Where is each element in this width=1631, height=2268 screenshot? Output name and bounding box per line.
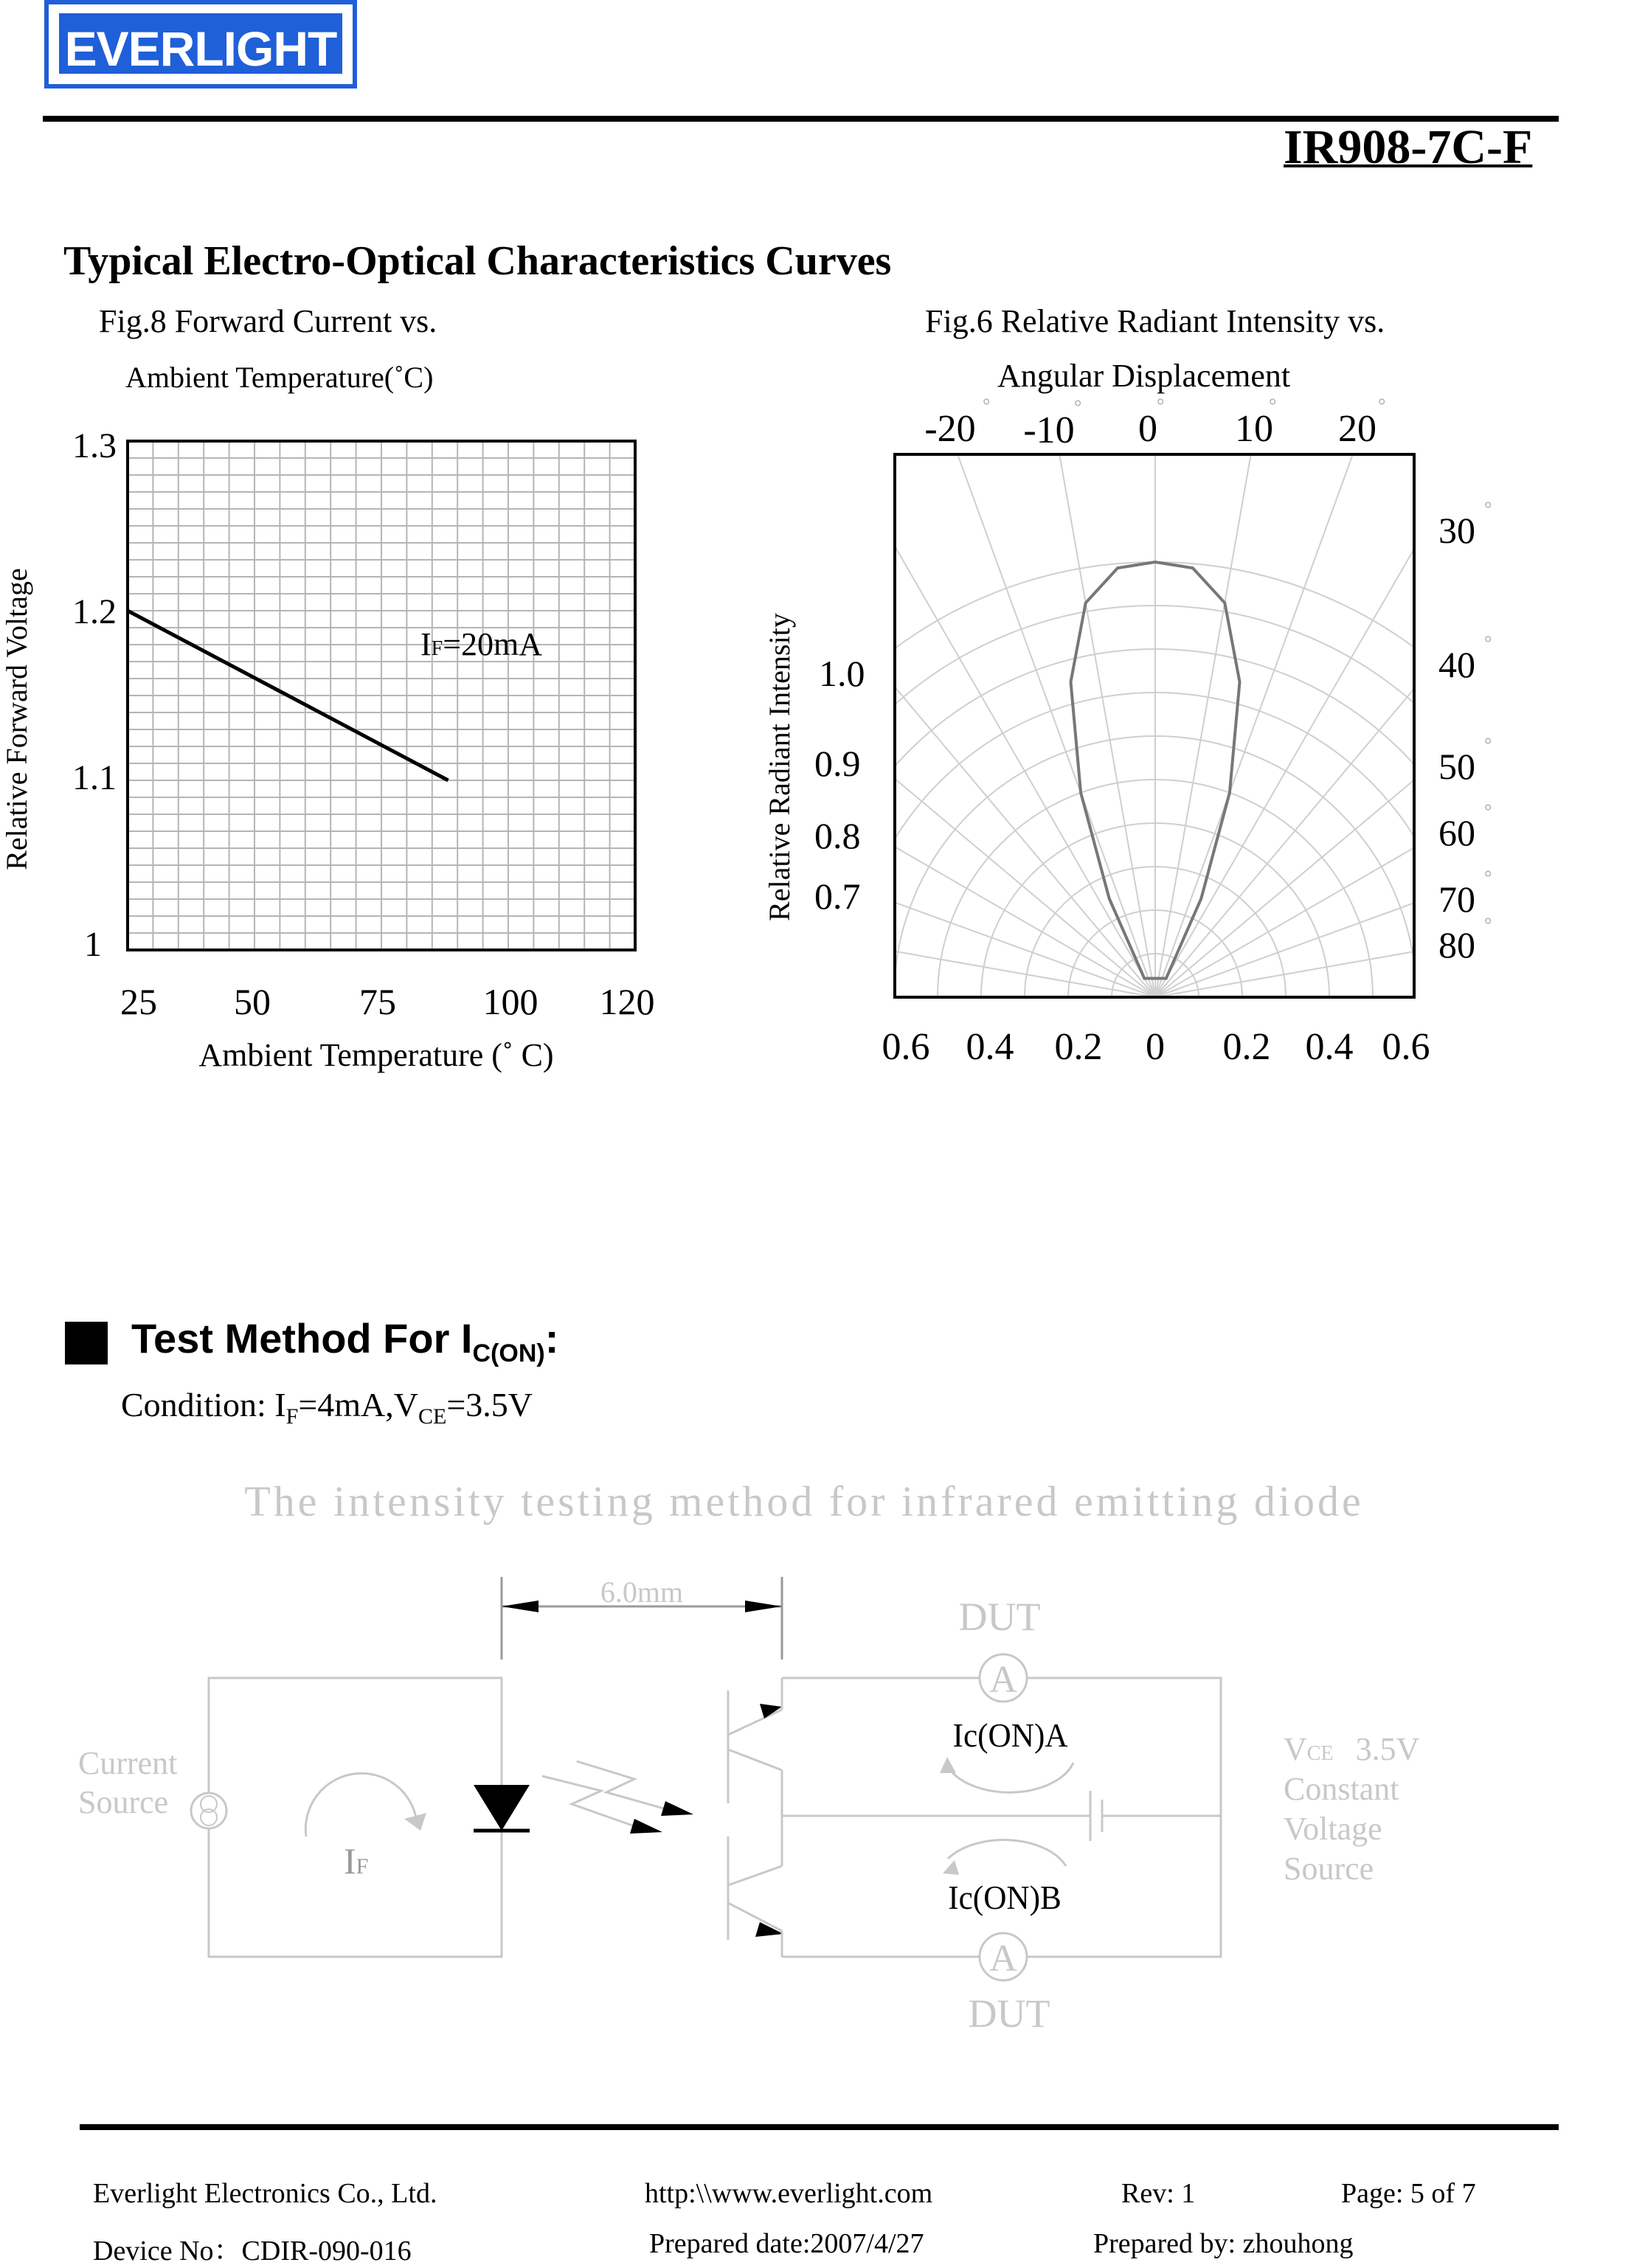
ir-emission-arrow1 (542, 1776, 634, 1826)
current-source-icon (191, 1793, 226, 1828)
fig6-bottom-0.2-left: 0.2 (1054, 1026, 1103, 1068)
fig6-grid-spoke (928, 398, 1155, 997)
fig6-degree-60: ° (1484, 800, 1492, 822)
fig6-angle-80: 80 (1438, 924, 1475, 965)
vce-label-line3: Voltage (1284, 1811, 1382, 1847)
fig6-grid-spoke (1155, 489, 1582, 997)
fig6-angle-50: 50 (1438, 746, 1475, 787)
ir-emission-arrow2 (577, 1761, 664, 1808)
ir-emission-arrowhead2 (661, 1801, 693, 1816)
ic-on-b-label: Ic(ON)B (948, 1878, 1062, 1917)
fig6-grid-spoke (1155, 570, 1623, 997)
fig6-degree-minus10: ° (1074, 398, 1082, 417)
ammeter-bottom-label: A (989, 1938, 1017, 1980)
fig6-grid-spoke (738, 882, 1155, 997)
vce-label-line2: Constant (1284, 1771, 1399, 1807)
current-source-label-line1: Current (78, 1745, 178, 1781)
section-title: Typical Electro-Optical Characteristics Curves (63, 238, 892, 284)
everlight-logo (44, 0, 357, 89)
fig6-angle-60: 60 (1438, 812, 1475, 853)
fig6-degree-50: ° (1484, 734, 1492, 755)
fig6-bottom-0.2-right: 0.2 (1222, 1026, 1271, 1068)
diagram-title: The intensity testing method for infrared emitting diode (244, 1477, 1364, 1525)
model-number: IR908-7C-F (1284, 120, 1533, 174)
distance-label: 6.0mm (600, 1575, 684, 1609)
fig6-bottom-0.6-left: 0.6 (882, 1026, 930, 1068)
fig6-angle-70: 70 (1438, 878, 1475, 920)
fig8-y-tick-1.1: 1.1 (72, 758, 117, 797)
if-label: IF (344, 1840, 369, 1882)
fig8-y-tick-1.3: 1.3 (72, 426, 117, 465)
fig6-angle-40: 40 (1438, 644, 1475, 685)
footer-url[interactable]: http:\\www.everlight.com (645, 2178, 933, 2209)
fig6-value-0.9: 0.9 (814, 743, 861, 784)
phototransistor-b-emitter (728, 1903, 782, 1931)
fig6-degree-80: ° (1484, 914, 1492, 935)
fig6-bottom-0.4-right: 0.4 (1305, 1026, 1354, 1068)
fig6-bottom-0.6-right: 0.6 (1382, 1026, 1430, 1068)
phototransistor-b-collector (728, 1866, 782, 1885)
fig6-angle-0: 0 (1138, 408, 1157, 450)
test-method-bullet (65, 1322, 108, 1364)
fig8-y-label: Relative Forward Voltage (0, 568, 33, 870)
test-method-title: Test Method For $I_{C(ON)}$: (131, 1315, 559, 1368)
fig8-x-tick-25: 25 (120, 981, 157, 1022)
iconb-current-arrow (948, 1840, 1066, 1866)
footer-rev: Rev: 1 (1121, 2178, 1196, 2209)
fig6-value-0.8: 0.8 (814, 815, 861, 856)
fig6-chart (738, 398, 1623, 1106)
fig6-grid-spoke (1155, 423, 1487, 997)
test-circuit-diagram (0, 1446, 1631, 2036)
footer-device: Device No：CDIR-090-016 (93, 2236, 412, 2267)
fig6-angle-30: 30 (1438, 510, 1475, 551)
dut-bottom-label: DUT (968, 1991, 1050, 2036)
fig6-degree-70: ° (1484, 867, 1492, 888)
fig8-x-label: Ambient Temperature (˚ C) (198, 1037, 554, 1073)
fig6-grid-spoke (1155, 882, 1623, 997)
fig6-title-line1: Fig.6 Relative Radiant Intensity vs. (925, 303, 1385, 339)
fig6-value-0.7: 0.7 (814, 875, 861, 917)
fig6-title-line2: Angular Displacement (997, 358, 1291, 394)
fig6-grid-spoke (823, 423, 1155, 997)
footer-date: Prepared date:2007/4/27 (649, 2228, 924, 2259)
fig8-annotation: IF=20mA (420, 626, 543, 662)
dimension-arrow-right (745, 1601, 782, 1612)
ic-on-a-label: Ic(ON)A (952, 1716, 1068, 1755)
fig8-grid (128, 441, 635, 950)
vce-label: VCE 3.5V (1284, 1731, 1420, 1767)
ir-emission-arrowhead1 (630, 1819, 662, 1834)
fig6-degree-30: ° (1484, 498, 1492, 519)
fig6-y-label: Relative Radiant Intensity (763, 613, 796, 921)
fig6-angle-10: 10 (1235, 408, 1273, 450)
fig6-degree-0: ° (1157, 398, 1165, 416)
fig6-degree-40: ° (1484, 632, 1492, 653)
logo-background (59, 13, 342, 74)
fig8-chart (0, 398, 738, 1106)
fig6-angle-minus10: -10 (1023, 409, 1075, 451)
fig6-bottom-0.4-left: 0.4 (966, 1026, 1014, 1068)
current-source-loop (209, 1678, 502, 1957)
phototransistor-a-emitter (728, 1749, 782, 1770)
fig8-y-tick-1.2: 1.2 (72, 592, 117, 631)
vce-label-line4: Source (1284, 1851, 1374, 1887)
fig6-value-1.0: 1.0 (819, 653, 865, 694)
icona-current-arrow (950, 1763, 1073, 1792)
iconb-current-arrowhead (943, 1860, 959, 1875)
footer-page: Page: 5 of 7 (1341, 2178, 1476, 2209)
footer-prepared-by: Prepared by: zhouhong (1093, 2228, 1354, 2259)
fig8-title-line2: Ambient Temperature(˚C) (125, 361, 434, 394)
fig6-degree-20: ° (1378, 398, 1386, 416)
fig6-degree-10: ° (1269, 398, 1277, 416)
fig6-degree-minus20: ° (983, 398, 991, 416)
fig8-x-tick-120: 120 (599, 981, 655, 1022)
led-diode-icon (474, 1785, 530, 1831)
footer-company: Everlight Electronics Co., Ltd. (93, 2178, 437, 2209)
fig6-angle-minus20: -20 (924, 408, 976, 450)
fig6-bottom-0: 0 (1146, 1026, 1165, 1068)
fig6-angle-20: 20 (1338, 408, 1377, 450)
if-current-arrow (305, 1773, 417, 1837)
test-condition: Condition: $I_F=4mA,V_{CE}=3.5V$ (121, 1386, 533, 1429)
footer-rule (80, 2124, 1559, 2130)
current-source-label-line2: Source (78, 1784, 169, 1820)
fig8-x-tick-100: 100 (482, 981, 539, 1022)
fig8-title-line1: Fig.8 Forward Current vs. (99, 303, 437, 339)
ammeter-top-label: A (989, 1659, 1017, 1701)
dimension-arrow-left (502, 1601, 539, 1612)
fig6-grid-spoke (738, 770, 1155, 997)
fig8-y-tick-1: 1 (84, 925, 102, 964)
fig8-x-tick-75: 75 (359, 981, 396, 1022)
phototransistor-a-collector (728, 1710, 782, 1735)
icona-current-arrowhead (940, 1757, 956, 1773)
fig6-grid-spoke (1155, 665, 1623, 997)
dut-top-label: DUT (958, 1595, 1041, 1639)
logo-text: EVERLIGHT (64, 21, 337, 76)
fig8-x-tick-50: 50 (234, 981, 271, 1022)
fig6-grid-spoke (1155, 398, 1382, 997)
